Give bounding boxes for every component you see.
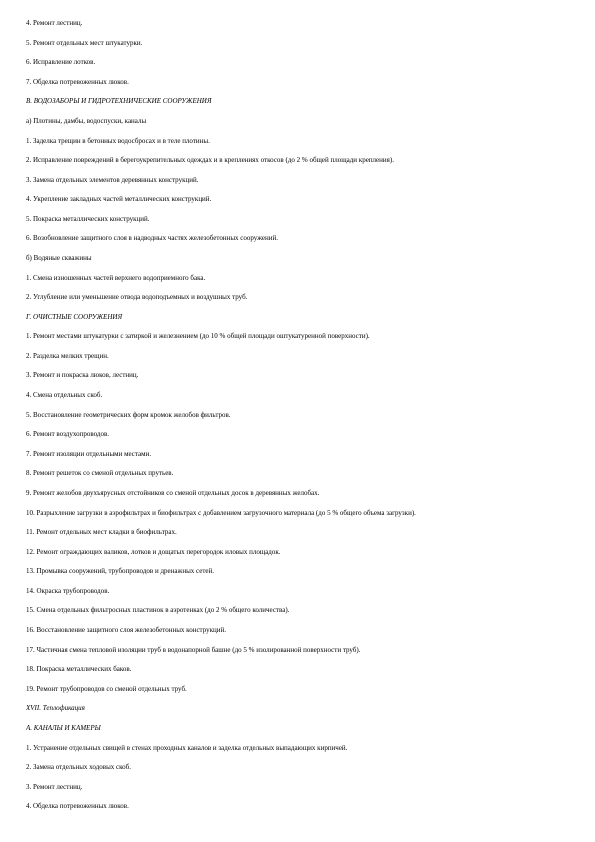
list-item: 8. Ремонт решеток со сменой отдельных прутьев. (26, 469, 174, 478)
list-item: 5. Ремонт отдельных мест штукатурки. (26, 38, 143, 47)
list-item: 2. Исправление повреждений в берегоукрепительных одеждах и в креплениях откосов (до 2 % общей площади крепления). (26, 156, 394, 165)
list-item: 9. Ремонт желобов двухъярусных отстойников со сменой отдельных досок в деревянных желобах. (26, 488, 320, 497)
list-item: 3. Ремонт и покраска люков, лестниц. (26, 371, 139, 380)
list-item: а) Плотины, дамбы, водоспуски, каналы (26, 116, 147, 125)
list-item: 11. Ремонт отдельных мест кладки в биофильтрах. (26, 528, 177, 537)
list-item: 3. Ремонт лестниц. (26, 782, 83, 791)
list-item: 5. Восстановление геометрических форм кромок желобов фильтров. (26, 410, 231, 419)
list-item: 4. Смена отдельных скоб. (26, 391, 103, 399)
list-item: 6. Возобновление защитного слоя в надводных частях железобетонных сооружений. (26, 234, 279, 243)
list-item: 7. Обделка потревоженных люков. (26, 77, 129, 86)
list-item: 2. Углубление или уменьшение отвода водоподъемных и воздушных труб. (26, 293, 248, 302)
list-item: 4. Ремонт лестниц. (26, 19, 83, 27)
list-item: 10. Разрыхление загрузки в аэрофильтрах и биофильтрах с добавлением загрузочного материала (до 5 % общего объема загрузки). (26, 508, 416, 517)
list-item: 6. Ремонт воздухопроводов. (26, 430, 110, 439)
list-item: 13. Промывка сооружений, трубопроводов и дренажных сетей. (26, 567, 214, 576)
list-item: 4. Обделка потревоженных люков. (26, 802, 129, 811)
list-item: 1. Устранение отдельных свищей в стенах проходных каналов и заделка отдельных выпадающих кирпичей. (26, 743, 348, 752)
list-item: б) Водяные скважины (26, 254, 92, 262)
list-item: 17. Частичная смена тепловой изоляции труб в водонапорной башне (до 5 % изолированной поверхности труб). (26, 645, 361, 654)
list-item: 7. Ремонт изоляции отдельными местами. (26, 449, 152, 458)
list-item: 16. Восстановление защитного слоя железобетонных конструкций. (26, 626, 227, 634)
list-item: 1. Заделка трещин в бетонных водосбросах и в теле плотины. (26, 136, 210, 145)
list-item: 2. Разделка мелких трещин. (26, 351, 109, 360)
section-heading: XVII. Теплофикация (26, 704, 85, 713)
list-item: 2. Замена отдельных ходовых скоб. (26, 763, 131, 771)
list-item: 14. Окраска трубопроводов. (26, 586, 110, 595)
list-item: 1. Ремонт местами штукатурки с затиркой и железнением (до 10 % общей площади оштукатуренной поверхности). (26, 332, 370, 341)
list-item: 5. Покраска металлических конструкций. (26, 214, 150, 223)
list-item: 19. Ремонт трубопроводов со сменой отдельных труб. (26, 684, 187, 693)
section-heading: А. КАНАЛЫ И КАМЕРЫ (26, 723, 101, 732)
list-item: 6. Исправление лотков. (26, 58, 96, 67)
list-item: 18. Покраска металлических баков. (26, 665, 132, 674)
list-item: 12. Ремонт ограждающих валиков, лотков и дощатых перегородок иловых площадок. (26, 547, 281, 556)
list-item: 15. Смена отдельных фильтросных пластинок в аэротенках (до 2 % общего количества). (26, 606, 290, 615)
section-heading: В. ВОДОЗАБОРЫ И ГИДРОТЕХНИЧЕСКИЕ СООРУЖЕНИЯ (26, 97, 212, 106)
list-item: 4. Укрепление закладных частей металлических конструкций. (26, 195, 212, 204)
list-item: 3. Замена отдельных элементов деревянных конструкций. (26, 175, 199, 184)
list-item: 1. Смена изношенных частей верхнего водоприемного бака. (26, 273, 206, 282)
section-heading: Г. ОЧИСТНЫЕ СООРУЖЕНИЯ (26, 312, 123, 321)
